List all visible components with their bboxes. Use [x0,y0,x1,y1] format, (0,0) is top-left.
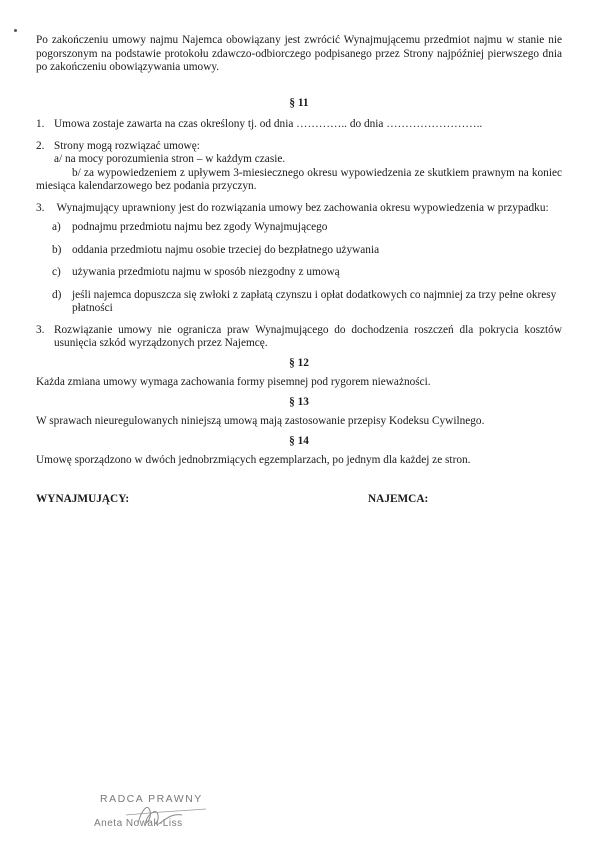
legal-advisor-stamp [86,793,226,843]
s11-item-2 [36,140,562,154]
case-a-letter: a) [52,221,61,233]
case-a [36,221,562,235]
s11-item-1 [36,118,562,132]
s11-item-3 [36,202,562,216]
signature-row [36,493,562,509]
case-c-text: używania przedmiotu najmu w sposób niezgodny z umową [72,266,340,278]
s11-item-3-number: 3. [36,201,45,214]
section-12-text: Każda zmiana umowy wymaga zachowania formy pisemnej pod rygorem nieważności. [36,376,431,388]
case-a-text: podnajmu przedmiotu najmu bez zgody Wynajmującego [72,221,328,233]
s11-item-2-text: Strony mogą rozwiązać umowę: [54,139,200,152]
section-14-text: Umowę sporządzono w dwóch jednobrzmiących egzemplarzach, po jednym dla każdej ze stron. [36,454,471,466]
case-b-text: oddania przedmiotu najmu osobie trzeciej do bezpłatnego używania [72,243,380,256]
case-b [36,244,562,258]
s11-item-2b: b/ za wypowiedzeniem z upływem 3-miesiecznego okresu wypowiedzenia ze skutkiem prawnym na koniec miesiąca kalendarzowego bez podania przyczyn. [36,166,562,192]
s11-item-3-text: Wynajmujący uprawniony jest do rozwiązania umowy bez zachowania okresu wypowiedzenia w przypadku: [56,201,549,214]
section-14-heading: § 14 [289,434,309,447]
case-b-letter: b) [52,243,62,256]
s11-item-2a: a/ na mocy porozumienia stron – w każdym czasie. [54,153,286,165]
case-c [36,266,562,280]
intro-paragraph: Po zakończeniu umowy najmu Najemca obowiązany jest zwrócić Wynajmującemu przedmiot najmu w stanie nie pogorszonym na podstawie protokołu zdawczo-odbiorczego podpisanego przez Strony najpóźniej pierwszego dnia po zakończeniu obowiązywania umowy. [36,34,562,73]
document-page [36,34,562,509]
case-d [36,289,562,316]
case-c-letter: c) [52,266,61,278]
case-d-letter: d) [52,288,62,301]
section-13-heading: § 13 [289,395,309,408]
section-11-heading: § 11 [289,96,309,109]
s11-item-2-number: 2. [36,139,45,152]
stamp-title: RADCA PRAWNY [100,793,203,805]
handwritten-signature [86,793,226,843]
s11-item-3b-number: 3. [36,323,45,336]
section-13-text: W sprawach nieuregulowanych niniejszą umową mają zastosowanie przepisy Kodeksu Cywilnego. [36,415,485,427]
s11-item-3b-text: Rozwiązanie umowy nie ogranicza praw Wynajmującego do dochodzenia roszczeń dla pokrycia kosztów usunięcia szkód wyrządzonych przez Najemcę. [54,323,562,349]
s11-item-1-number: 1. [36,118,45,130]
case-d-text: jeśli najemca dopuszcza się zwłoki z zapłatą czynszu i opłat dodatkowych co najmniej za trzy pełne okresy płatności [72,288,557,314]
tenant-signature-label: NAJEMCA: [368,492,429,505]
stray-mark [14,29,17,32]
s11-item-3b [36,324,562,351]
stamp-name: Aneta Nowak-Liss [94,818,183,829]
s11-item-1-text: Umowa zostaje zawarta na czas określony tj. od dnia ………….. do dnia …………………….. [54,118,483,130]
section-12-heading: § 12 [289,356,309,369]
landlord-signature-label: WYNAJMUJĄCY: [36,492,130,505]
